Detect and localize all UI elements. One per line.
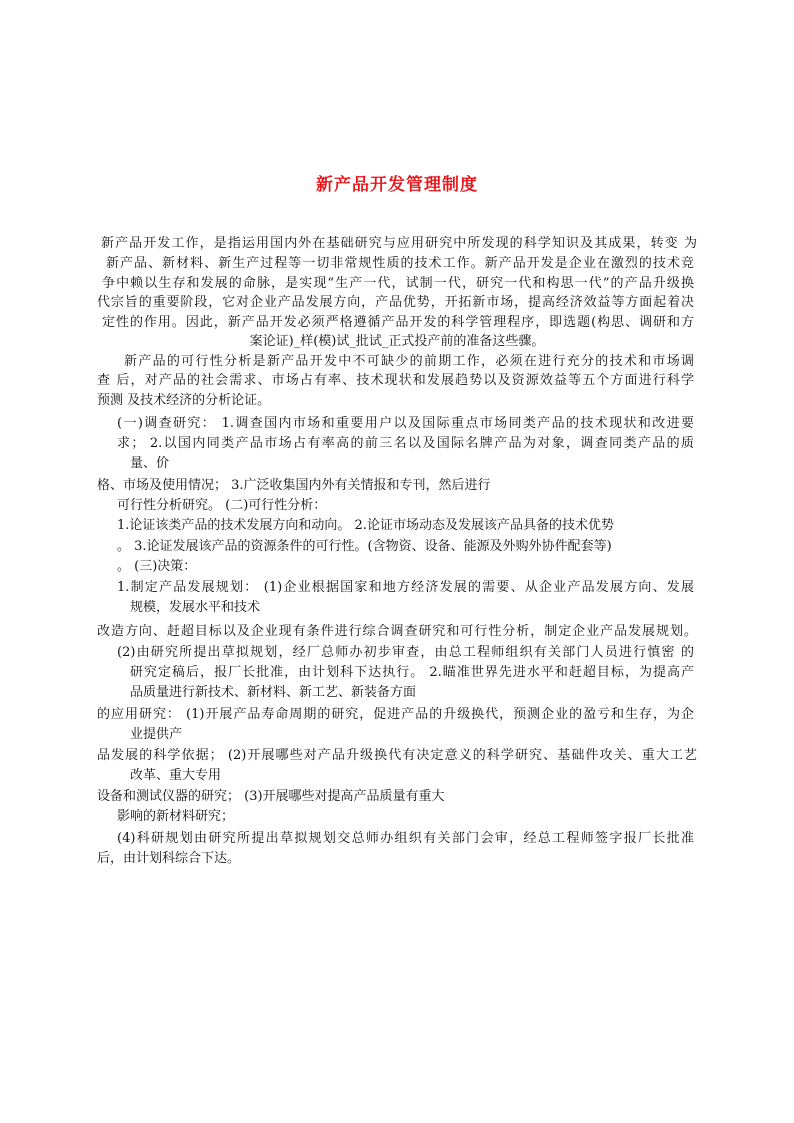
text-line: 改革、重大专用 bbox=[130, 768, 222, 783]
text-line: 1.论证该类产品的技术发展方向和动向。 2.论证市场动态及发展该产品具备的技术优势 bbox=[117, 518, 614, 533]
text-line: 可行性分析研究。 (二)可行性分析： bbox=[117, 498, 327, 513]
text-line: 影响的新材料研究； bbox=[117, 809, 235, 824]
text-line: 业提供产 bbox=[130, 727, 183, 742]
document-title: 新产品开发管理制度 bbox=[316, 175, 478, 195]
text-line: 代宗旨的重要阶段，它对企业产品发展方向，产品优势，开拓新市场，提高经济效益等方面起着决 bbox=[97, 295, 694, 310]
text-line: 新产品、新材料、新生产过程等一切非常规性质的技术工作。新产品开发是企业在激烈的技术竞 bbox=[106, 256, 694, 271]
text-line: 品发展的科学依据； (2)开展哪些对产品升级换代有决定意义的科学研究、基础件攻关、重大工艺 bbox=[97, 748, 697, 763]
text-line: 新产品的可行性分析是新产品开发中不可缺少的前期工作，必须在进行充分的技术和市场调 bbox=[124, 354, 694, 369]
text-line: 量、价 bbox=[130, 456, 170, 471]
text-line: 改造方向、赶超目标以及企业现有条件进行综合调查研究和可行性分析，制定企业产品发展规划。 bbox=[97, 624, 697, 639]
text-line: 新产品开发工作，是指运用国内外在基础研究与应用研究中所发现的科学知识及其成果，转变 为 bbox=[101, 236, 697, 251]
text-line: 案论证)_样(模)试_批试_正式投产前的准备这些骤。 bbox=[249, 334, 545, 349]
text-line: 品质量进行新技术、新材料、新工艺、新装备方面 bbox=[130, 685, 417, 700]
text-line: 查 后，对产品的社会需求、市场占有率、技术现状和发展趋势以及资源效益等五个方面进行科学 bbox=[97, 373, 694, 388]
text-line: 。 (三)决策： bbox=[117, 559, 197, 574]
text-line: 规模，发展水平和技术 bbox=[130, 600, 261, 615]
text-line: 定性的作用。因此，新产品开发必须严格遵循产品开发的科学管理程序，即选题(构思、调研和方 bbox=[102, 315, 694, 330]
text-line: 的应用研究： (1)开展产品寿命周期的研究，促进产品的升级换代，预测企业的盈亏和生存，为企 bbox=[97, 707, 694, 722]
text-line: 设备和测试仪器的研究； (3)开展哪些对提高产品质量有重大 bbox=[97, 789, 445, 804]
text-line: 格、市场及使用情况； 3.广泛收集国内外有关情报和专刊，然后进行 bbox=[97, 478, 491, 493]
text-line: 。 3.论证发展该产品的资源条件的可行性。(含物资、设备、能源及外购外协件配套等) bbox=[117, 539, 612, 554]
text-line: (4)科研规划由研究所提出草拟规划交总师办组织有关部门会审，经总工程师签字报厂长批准 bbox=[117, 831, 694, 846]
text-line: (一)调查研究： 1.调查国内市场和重要用户以及国际重点市场同类产品的技术现状和改进要 bbox=[117, 416, 694, 431]
text-line: 争中赖以生存和发展的命脉，是实现“生产一代，试制一代，研究一代和构思一代”的产品升级换 bbox=[102, 276, 694, 291]
text-line: 后，由计划科综合下达。 bbox=[97, 851, 241, 866]
text-line: (2)由研究所提出草拟规划，经厂总师办初步审查，由总工程师组织有关部门人员进行慎密 的 bbox=[117, 645, 694, 660]
text-line: 1.制定产品发展规划： (1)企业根据国家和地方经济发展的需要、从企业产品发展方向、发展 bbox=[117, 580, 694, 595]
text-line: 预测 及技术经济的分析论证。 bbox=[97, 393, 271, 408]
text-line: 求； 2.以国内同类产品市场占有率高的前三名以及国际名牌产品为对象，调查同类产品的质 bbox=[117, 436, 694, 451]
text-line: 研究定稿后，报厂长批准，由计划科下达执行。 2.瞄准世界先进水平和赶超目标，为提高产 bbox=[130, 665, 694, 680]
